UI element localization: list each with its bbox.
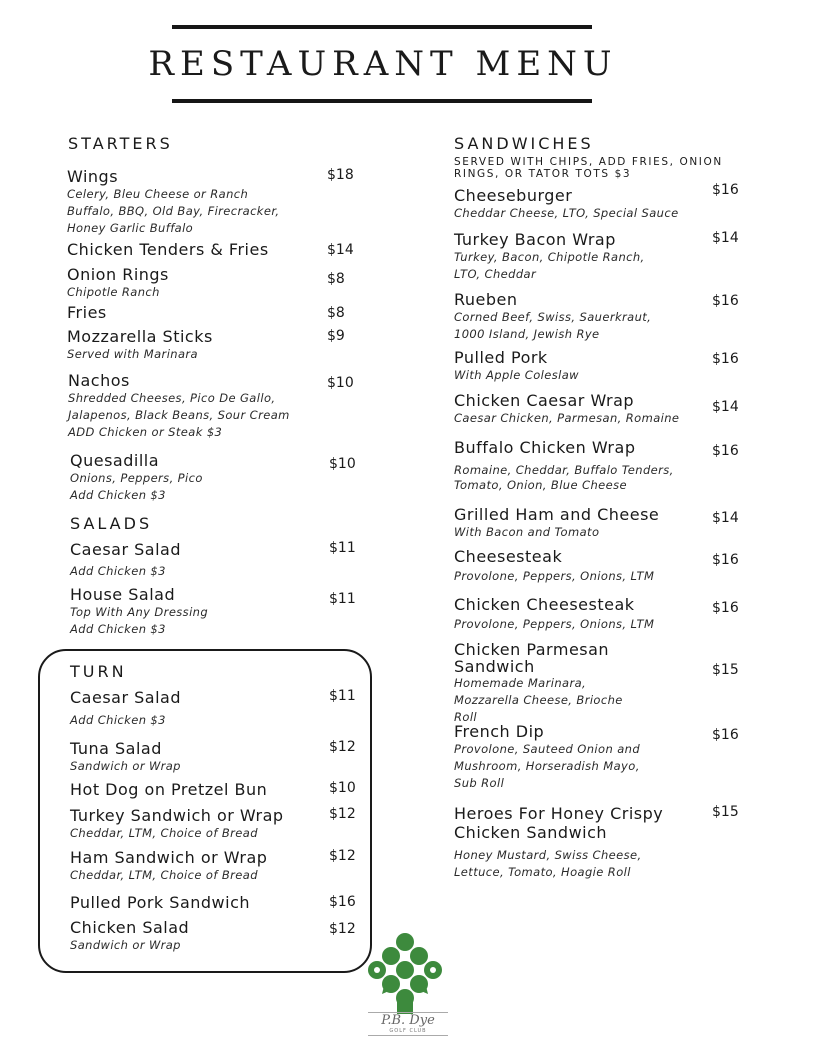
price-mozzarella-sticks: $9 <box>327 328 345 344</box>
price-caesar-salad: $11 <box>329 540 356 556</box>
turn-item-chicken-salad: Chicken Salad Sandwich or Wrap <box>70 918 190 952</box>
turn-item-tuna-salad: Tuna Salad Sandwich or Wrap <box>70 739 181 773</box>
price-fries: $8 <box>327 305 345 321</box>
sandwiches-subheading: SERVED WITH CHIPS, ADD FRIES, ONION RINGS, OR TATOR TOTS $3 <box>454 156 723 180</box>
menu-item-house-salad: House Salad Top With Any Dressing Add Chicken $3 <box>70 585 209 636</box>
title-rule-bottom <box>172 99 592 103</box>
price-turkey-bacon-wrap: $14 <box>712 230 739 246</box>
menu-item-wings: Wings Celery, Bleu Cheese or Ranch Buffalo, BBQ, Old Bay, Firecracker, Honey Garlic Buffalo <box>67 167 280 235</box>
menu-item-heroes-honey-crispy: Heroes For Honey Crispy Chicken Sandwich Honey Mustard, Swiss Cheese, Lettuce, Tomato, Hoagie Roll <box>454 804 664 879</box>
sandwiches-heading: SANDWICHES <box>454 134 594 153</box>
menu-item-nachos: Nachos Shredded Cheeses, Pico De Gallo, Jalapenos, Black Beans, Sour Cream ADD Chicken or Steak $3 <box>68 371 290 439</box>
turn-item-hot-dog: Hot Dog on Pretzel Bun <box>70 780 268 799</box>
price-quesadilla: $10 <box>329 456 356 472</box>
title-rule-top <box>172 25 592 29</box>
menu-item-cheesesteak: Cheesesteak Provolone, Peppers, Onions, LTM <box>454 547 655 583</box>
price-pulled-pork-sandwich: $16 <box>329 894 356 910</box>
price-cheeseburger: $16 <box>712 182 739 198</box>
menu-item-pulled-pork: Pulled Pork With Apple Coleslaw <box>454 348 579 382</box>
menu-item-chicken-caesar-wrap: Chicken Caesar Wrap Caesar Chicken, Parmesan, Romaine <box>454 391 680 425</box>
price-grilled-ham-cheese: $14 <box>712 510 739 526</box>
menu-item-grilled-ham-cheese: Grilled Ham and Cheese With Bacon and Tomato <box>454 505 660 539</box>
turn-item-pulled-pork-sandwich: Pulled Pork Sandwich <box>70 893 251 912</box>
price-turkey-sandwich: $12 <box>329 806 356 822</box>
price-chicken-tenders: $14 <box>327 242 354 258</box>
price-french-dip: $16 <box>712 727 739 743</box>
turn-item-ham-sandwich: Ham Sandwich or Wrap Cheddar, LTM, Choice of Bread <box>70 848 268 882</box>
menu-item-buffalo-chicken-wrap: Buffalo Chicken Wrap Romaine, Cheddar, Buffalo Tenders, Tomato, Onion, Blue Cheese <box>454 438 674 492</box>
price-buffalo-chicken-wrap: $16 <box>712 443 739 459</box>
menu-item-caesar-salad: Caesar Salad Add Chicken $3 <box>70 540 181 578</box>
pb-dye-wordmark: P.B. Dye GOLF CLUB <box>368 1012 448 1036</box>
price-chicken-caesar-wrap: $14 <box>712 399 739 415</box>
turn-item-caesar-salad: Caesar Salad Add Chicken $3 <box>70 688 181 727</box>
menu-item-rueben: Rueben Corned Beef, Swiss, Sauerkraut, 1000 Island, Jewish Rye <box>454 290 652 341</box>
menu-item-turkey-bacon-wrap: Turkey Bacon Wrap Turkey, Bacon, Chipotle Ranch, LTO, Cheddar <box>454 230 645 281</box>
price-chicken-salad: $12 <box>329 921 356 937</box>
menu-item-fries: Fries <box>67 303 107 322</box>
page-title: RESTAURANT MENU <box>148 44 618 84</box>
price-cheesesteak: $16 <box>712 552 739 568</box>
menu-item-cheeseburger: Cheeseburger Cheddar Cheese, LTO, Special Sauce <box>454 186 679 220</box>
menu-item-french-dip: French Dip Provolone, Sauteed Onion and Mushroom, Horseradish Mayo, Sub Roll <box>454 722 641 790</box>
price-pulled-pork: $16 <box>712 351 739 367</box>
menu-item-chicken-cheesesteak: Chicken Cheesesteak Provolone, Peppers, Onions, LTM <box>454 595 655 631</box>
menu-item-onion-rings: Onion Rings Chipotle Ranch <box>67 265 169 299</box>
price-onion-rings: $8 <box>327 271 345 287</box>
price-nachos: $10 <box>327 375 354 391</box>
turn-item-turkey-sandwich: Turkey Sandwich or Wrap Cheddar, LTM, Choice of Bread <box>70 806 284 840</box>
menu-item-chicken-parmesan: Chicken Parmesan Sandwich Homemade Marinara, Mozzarella Cheese, Brioche Roll <box>454 640 623 724</box>
price-hot-dog: $10 <box>329 780 356 796</box>
price-turn-caesar-salad: $11 <box>329 688 356 704</box>
price-house-salad: $11 <box>329 591 356 607</box>
salads-heading: SALADS <box>70 514 153 533</box>
turn-heading: TURN <box>70 662 127 681</box>
price-heroes-honey-crispy: $15 <box>712 804 739 820</box>
price-tuna-salad: $12 <box>329 739 356 755</box>
menu-item-chicken-tenders: Chicken Tenders & Fries <box>67 240 269 259</box>
price-rueben: $16 <box>712 293 739 309</box>
price-ham-sandwich: $12 <box>329 848 356 864</box>
price-chicken-cheesesteak: $16 <box>712 600 739 616</box>
price-wings: $18 <box>327 167 354 183</box>
starters-heading: STARTERS <box>68 134 173 153</box>
price-chicken-parmesan: $15 <box>712 662 739 678</box>
menu-item-mozzarella-sticks: Mozzarella Sticks Served with Marinara <box>67 327 213 361</box>
menu-item-quesadilla: Quesadilla Onions, Peppers, Pico Add Chicken $3 <box>70 451 203 502</box>
